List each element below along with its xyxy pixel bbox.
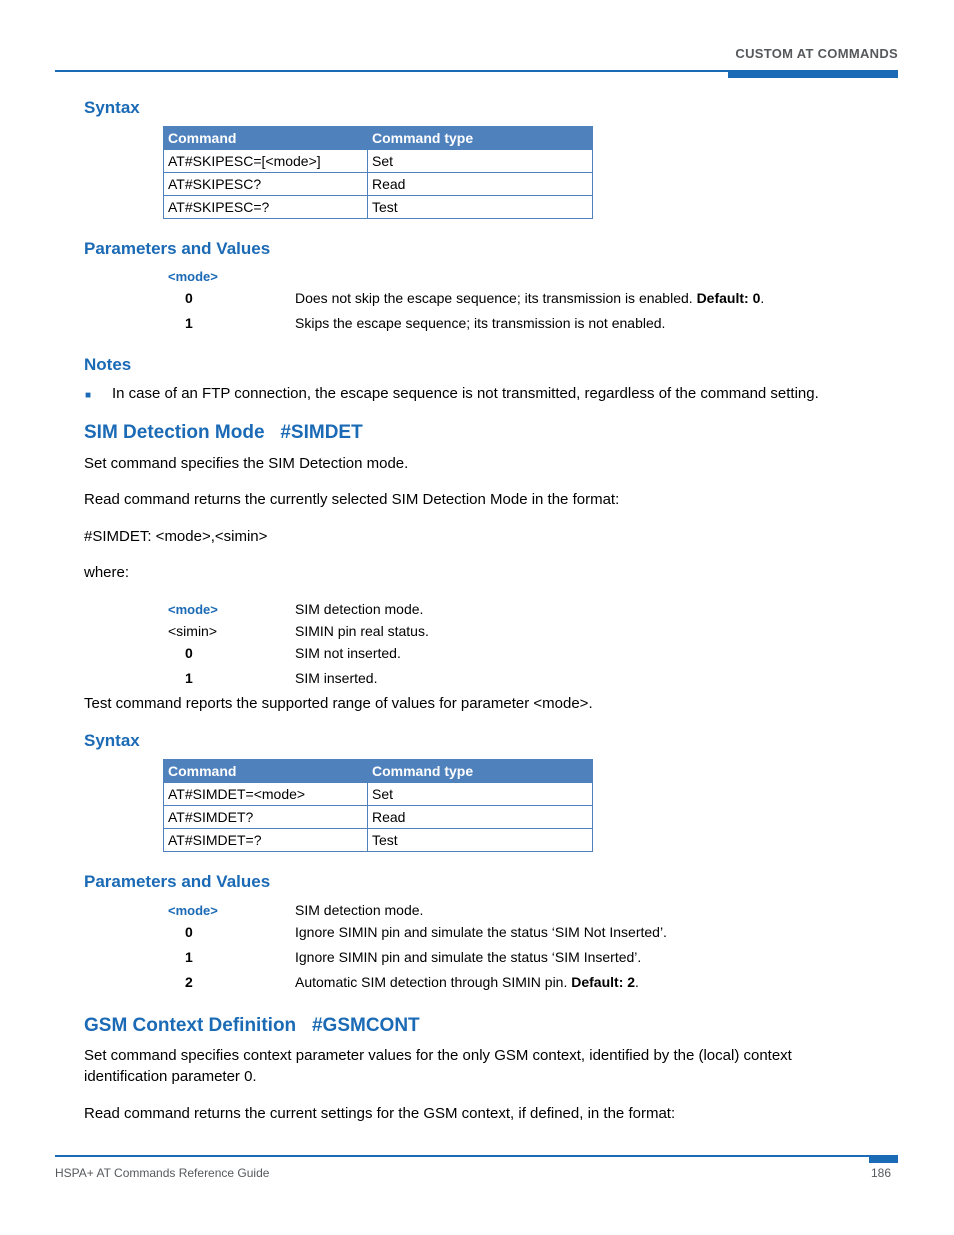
- syntax-heading: Syntax: [84, 731, 140, 750]
- table-header-row: [164, 127, 593, 150]
- paragraph: Test command reports the supported range of values for parameter <mode>.: [84, 695, 593, 712]
- table-row: [164, 806, 593, 829]
- default-label: Default: 0: [696, 290, 761, 306]
- param-value: 2: [185, 974, 193, 990]
- notes-heading: Notes: [84, 355, 132, 374]
- table-cell: AT#SIMDET=?: [164, 829, 368, 852]
- param-name: <mode>: [168, 269, 218, 284]
- param-value-desc: SIM not inserted.: [295, 645, 401, 661]
- footer-rule: [55, 1155, 898, 1157]
- paragraph: Read command returns the currently selected SIM Detection Mode in the format:: [84, 491, 620, 508]
- table-header-cell: Command type: [368, 127, 593, 150]
- param-name: <mode>: [168, 903, 218, 918]
- desc-text: Automatic SIM detection through SIMIN pin.: [295, 974, 572, 990]
- table-cell: AT#SKIPESC=?: [164, 196, 368, 219]
- table-cell: Test: [368, 829, 593, 852]
- param-value: 0: [185, 924, 193, 940]
- param-value: 1: [185, 670, 193, 686]
- param-value: 0: [185, 645, 193, 661]
- param-value-desc: Ignore SIMIN pin and simulate the status ‘SIM Not Inserted’.: [295, 924, 667, 940]
- table-row: [164, 150, 593, 173]
- table-row: [164, 173, 593, 196]
- table-row: [164, 196, 593, 219]
- param-desc: SIM detection mode.: [295, 601, 424, 617]
- desc-tail: .: [635, 974, 639, 990]
- note-text: In case of an FTP connection, the escape sequence is not transmitted, regardless of the command setting.: [112, 385, 819, 402]
- paragraph: Set command specifies context parameter values for the only GSM context, identified by the (local) context identification parameter 0.: [84, 1047, 792, 1085]
- table-row: [164, 829, 593, 852]
- section-heading-gsmcont: GSM Context Definition #GSMCONT: [84, 1015, 420, 1036]
- paragraph: where:: [84, 564, 130, 581]
- table-cell: Set: [368, 783, 593, 806]
- table-cell: Read: [368, 173, 593, 196]
- footer-doc-title: HSPA+ AT Commands Reference Guide: [55, 1166, 270, 1180]
- simdet-command-table: [163, 759, 593, 852]
- paragraph: Read command returns the current settings for the GSM context, if defined, in the format:: [84, 1105, 676, 1122]
- table-header-cell: Command: [164, 760, 368, 783]
- param-desc: SIM detection mode.: [295, 902, 424, 918]
- param-name: <simin>: [168, 623, 218, 639]
- table-cell: Read: [368, 806, 593, 829]
- paragraph: Set command specifies the SIM Detection mode.: [84, 455, 409, 472]
- param-value-desc: SIM inserted.: [295, 670, 378, 686]
- param-value-desc: [295, 974, 639, 990]
- syntax-heading: Syntax: [84, 98, 140, 117]
- param-value: 1: [185, 315, 193, 331]
- table-cell: AT#SIMDET?: [164, 806, 368, 829]
- table-row: [164, 783, 593, 806]
- table-header-cell: Command type: [368, 760, 593, 783]
- table-cell: AT#SIMDET=<mode>: [164, 783, 368, 806]
- table-header-row: [164, 760, 593, 783]
- param-value-desc: Skips the escape sequence; its transmission is not enabled.: [295, 315, 666, 331]
- table-cell: AT#SKIPESC?: [164, 173, 368, 196]
- parameters-heading: Parameters and Values: [84, 239, 271, 258]
- parameters-heading: Parameters and Values: [84, 872, 271, 891]
- param-name: <mode>: [168, 602, 218, 617]
- skipesc-command-table: [163, 126, 593, 219]
- page-number: 186: [870, 1166, 891, 1180]
- bullet-icon: ■: [85, 390, 92, 401]
- paragraph: #SIMDET: <mode>,<simin>: [84, 528, 268, 545]
- header-accent-block: [728, 70, 898, 78]
- table-header-cell: Command: [164, 127, 368, 150]
- param-value-desc: [295, 290, 764, 306]
- param-value: 1: [185, 949, 193, 965]
- param-value: 0: [185, 290, 193, 306]
- param-desc: SIMIN pin real status.: [295, 623, 429, 639]
- table-cell: Set: [368, 150, 593, 173]
- desc-tail: .: [760, 290, 765, 306]
- default-label: Default: 2: [571, 974, 636, 990]
- section-heading-simdet: SIM Detection Mode #SIMDET: [84, 422, 363, 443]
- table-cell: Test: [368, 196, 593, 219]
- table-cell: AT#SKIPESC=[<mode>]: [164, 150, 368, 173]
- param-value-desc: Ignore SIMIN pin and simulate the status ‘SIM Inserted’.: [295, 949, 642, 965]
- running-header: CUSTOM AT COMMANDS: [735, 46, 898, 61]
- desc-text: Does not skip the escape sequence; its transmission is enabled.: [295, 290, 697, 306]
